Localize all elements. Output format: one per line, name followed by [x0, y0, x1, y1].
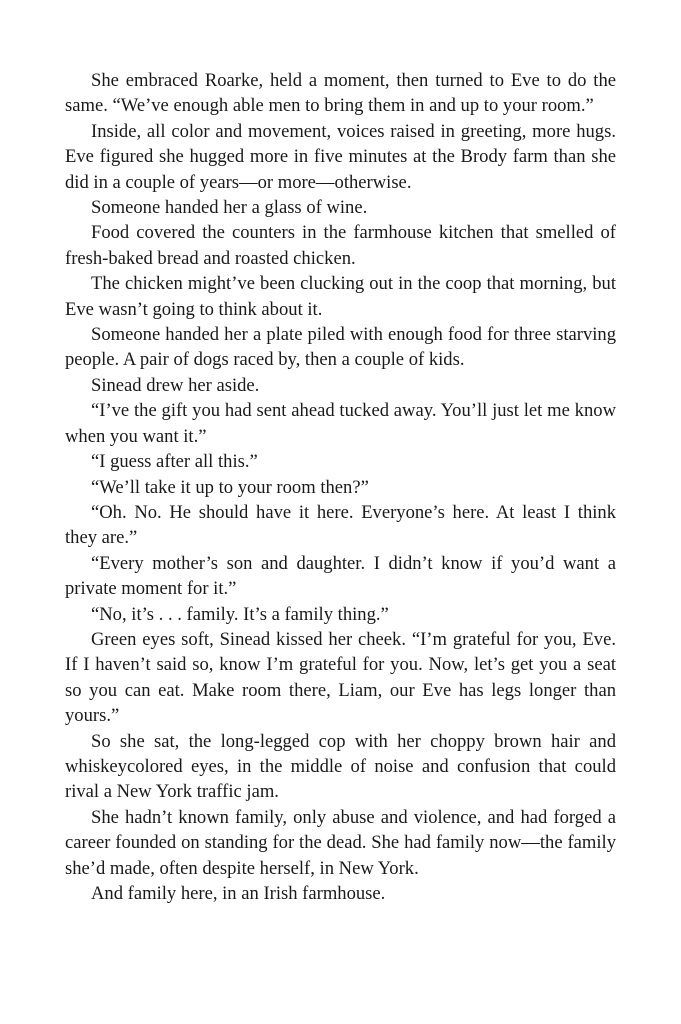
- paragraph: So she sat, the long-legged cop with her choppy brown hair and whiskeycolored eyes, in the middle of noise and confusion that could rival a New York traffic jam.: [65, 730, 616, 803]
- paragraph: Someone handed her a plate piled with enough food for three starving people. A pair of dogs raced by, then a couple of kids.: [65, 324, 616, 371]
- paragraph: “I’ve the gift you had sent ahead tucked away. You’ll just let me know when you want it.”: [65, 400, 616, 447]
- page-body: [65, 68, 616, 906]
- paragraph: She embraced Roarke, held a moment, then turned to Eve to do the same. “We’ve enough able men to bring them in and up to your room.”: [65, 70, 616, 117]
- paragraph: “I guess after all this.”: [91, 451, 258, 473]
- paragraph: Food covered the counters in the farmhouse kitchen that smelled of fresh-baked bread and roasted chicken.: [65, 222, 616, 269]
- paragraph: Inside, all color and movement, voices raised in greeting, more hugs. Eve figured she hugged more in five minutes at the Brody farm than she did in a couple of years—or more—otherwise.: [65, 120, 616, 193]
- paragraph: Someone handed her a glass of wine.: [91, 197, 368, 219]
- paragraph: The chicken might’ve been clucking out in the coop that morning, but Eve wasn’t going to think about it.: [65, 273, 616, 320]
- paragraph: “Oh. No. He should have it here. Everyone’s here. At least I think they are.”: [65, 501, 616, 549]
- paragraph: Green eyes soft, Sinead kissed her cheek. “I’m grateful for you, Eve. If I haven’t said so, know I’m grateful for you. Now, let’s get you a seat so you can eat. Make room there, Liam, our Eve has legs longer than yours.”: [65, 628, 616, 727]
- paragraph: “No, it’s . . . family. It’s a family thing.”: [91, 603, 389, 625]
- paragraph: And family here, in an Irish farmhouse.: [91, 883, 386, 904]
- paragraph: “We’ll take it up to your room then?”: [91, 476, 369, 498]
- paragraph: “Every mother’s son and daughter. I didn’t know if you’d want a private moment for it.”: [65, 552, 616, 600]
- paragraph: She hadn’t known family, only abuse and violence, and had forged a career founded on standing for the dead. She had family now—the family she’d made, often despite herself, in New York.: [65, 806, 616, 879]
- paragraph: Sinead drew her aside.: [91, 374, 260, 396]
